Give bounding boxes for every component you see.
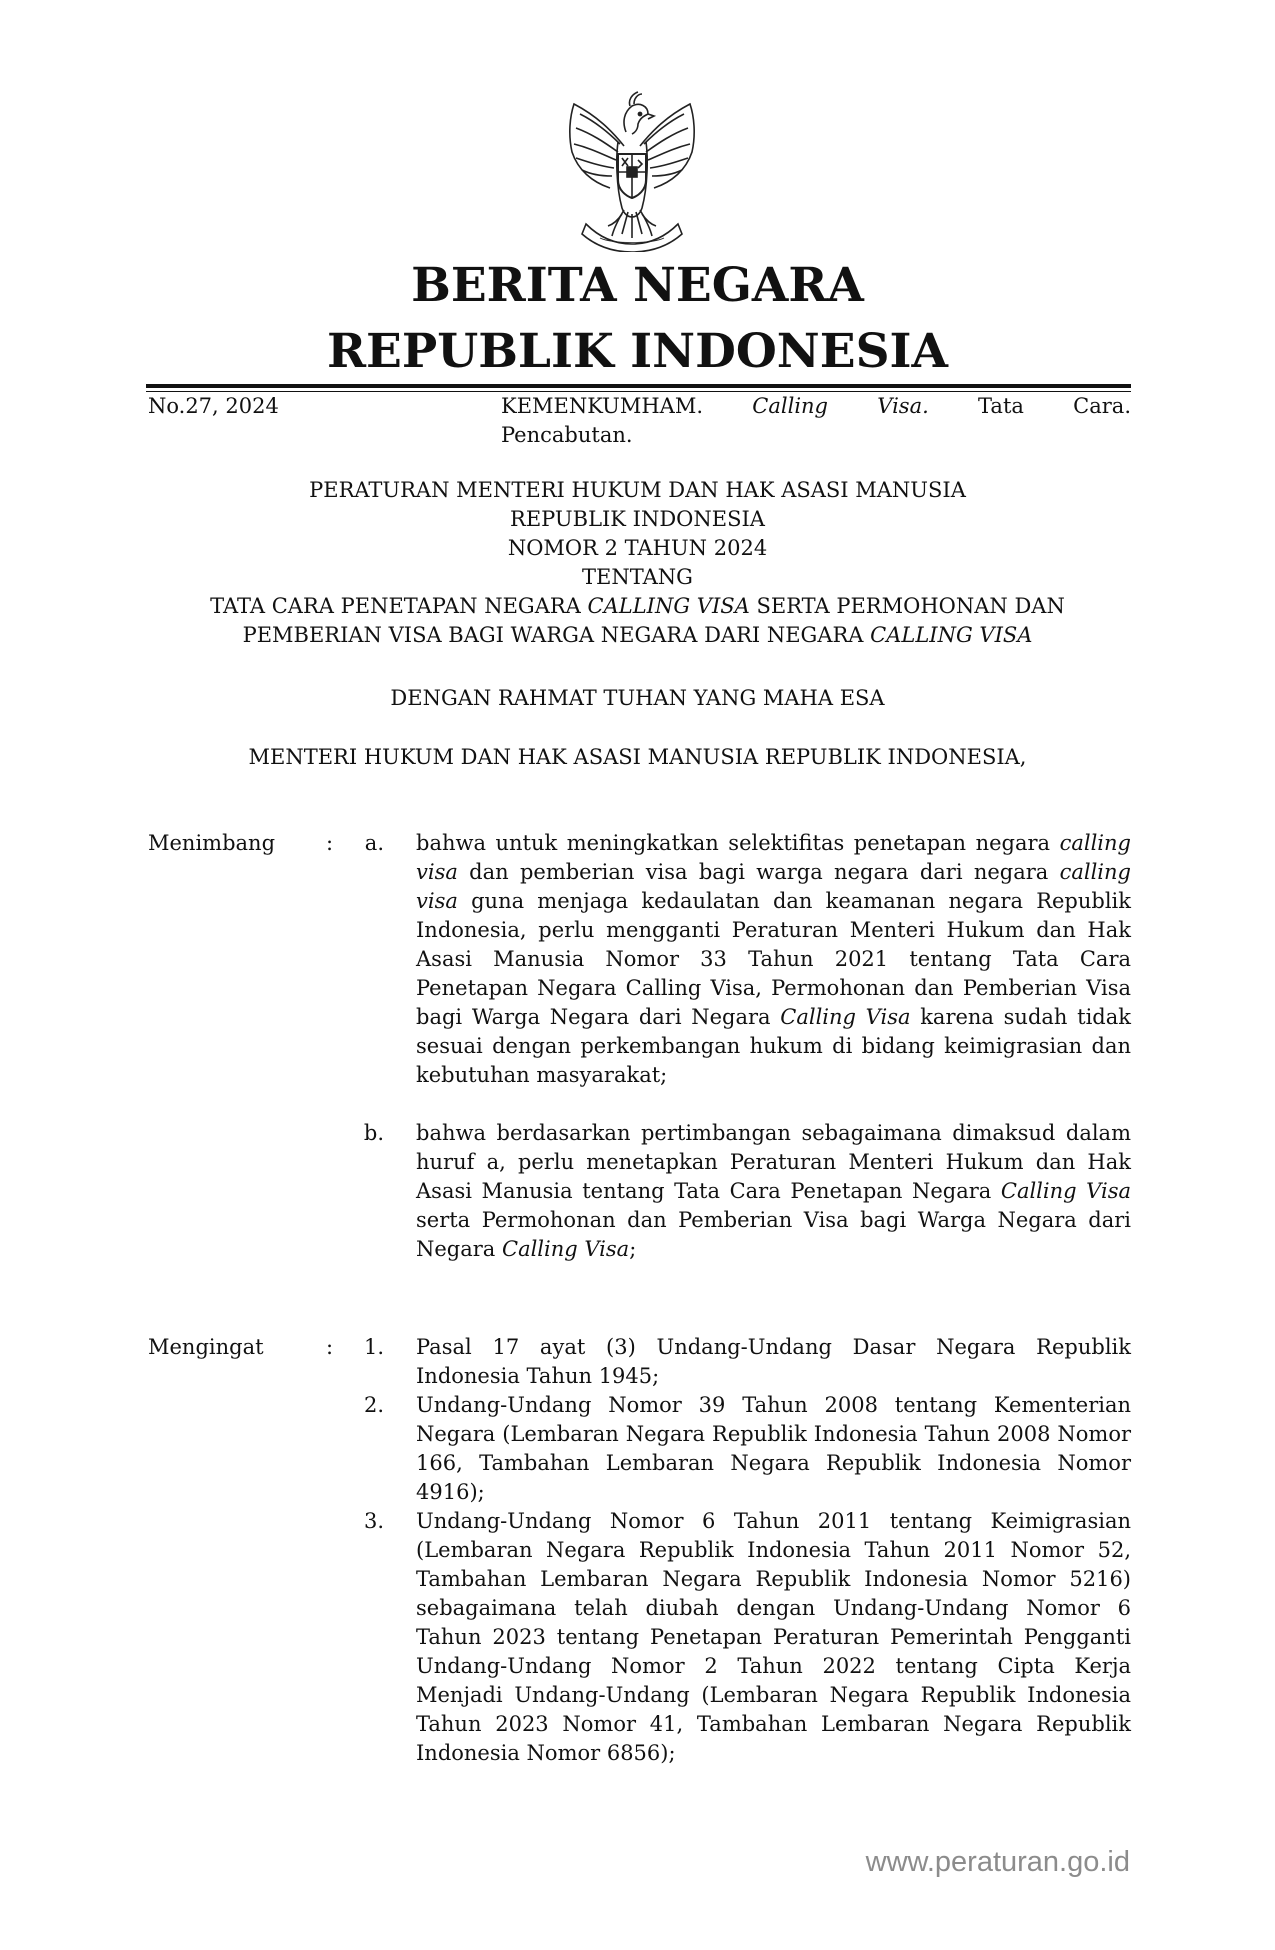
paragraph-text: ; — [629, 1237, 637, 1261]
masthead-title: BERITA NEGARA — [411, 258, 864, 313]
minister-line: MENTERI HUKUM DAN HAK ASASI MANUSIA REPUBLIK INDONESIA, — [248, 745, 1027, 769]
italic-term: calling visa — [416, 860, 1131, 913]
topic-tata: Tata — [978, 394, 1024, 418]
paragraph-text: dan pemberian visa bagi warga negara dari negara — [457, 860, 1060, 884]
website-watermark[interactable]: www.peraturan.go.id — [865, 1846, 1130, 1878]
menimbang-label: Menimbang — [148, 831, 276, 855]
paragraph-text: karena sudah tidak sesuai dengan perkembangan hukum di bidang keimigrasian dan kebutuhan masyarakat; — [416, 1005, 1131, 1087]
topic-line-2: Pencabutan. — [501, 423, 633, 447]
mengingat-label: Mengingat — [148, 1335, 264, 1359]
title-text: PEMBERIAN VISA BAGI WARGA NEGARA DARI NEGARA — [242, 623, 871, 647]
title-line — [145, 621, 1130, 650]
menimbang-item-b — [416, 1119, 1131, 1264]
masthead-divider — [146, 384, 1131, 388]
issue-number: No.27, 2024 — [148, 394, 279, 418]
menimbang-colon: : — [326, 831, 334, 855]
regulation-title — [145, 476, 1130, 650]
italic-term: calling visa — [416, 831, 1131, 884]
garuda-pancasila-emblem-icon — [552, 86, 712, 252]
paragraph-text: bahwa untuk meningkatkan selektifitas penetapan negara — [416, 831, 1060, 855]
title-text: TATA CARA PENETAPAN NEGARA — [210, 594, 588, 618]
masthead-subtitle: REPUBLIK INDONESIA — [326, 324, 948, 379]
mengingat-colon: : — [326, 1335, 334, 1359]
paragraph-text: serta Permohonan dan Pemberian Visa bagi Warga Negara dari Negara — [416, 1208, 1131, 1261]
topic-visa: Visa. — [877, 394, 929, 418]
mengingat-marker-3: 3. — [363, 1509, 384, 1533]
mengingat-item-3 — [416, 1507, 1131, 1768]
menimbang-item-a — [416, 829, 1131, 1090]
topic-calling: Calling — [752, 394, 829, 418]
title-line: PERATURAN MENTERI HUKUM DAN HAK ASASI MANUSIA — [309, 478, 966, 502]
italic-term: Calling Visa — [502, 1237, 630, 1261]
paragraph-text: Undang-Undang Nomor 39 Tahun 2008 tentang Kementerian Negara (Lembaran Negara Republik Indonesia Tahun 2008 Nomor 166, Tambahan Lembaran Negara Republik Indonesia Nomor 4916); — [416, 1393, 1131, 1504]
paragraph-text: Undang-Undang Nomor 6 Tahun 2011 tentang Keimigrasian (Lembaran Negara Republik Indonesia Tahun 2011 Nomor 52, Tambahan Lembaran Negara Republik Indonesia Nomor 5216) sebagaimana telah diubah dengan Undang-Undang Nomor 6 Tahun 2023 tentang Penetapan Peraturan Pemerintah Pengganti Undang-Undang Nomor 2 Tahun 2022 tentang Cipta Kerja Menjadi Undang-Undang (Lembaran Negara Republik Indonesia Tahun 2023 Nomor 41, Tambahan Lembaran Negara Republik Indonesia Nomor 6856); — [416, 1509, 1131, 1765]
paragraph-text: bahwa berdasarkan pertimbangan sebagaimana dimaksud dalam huruf a, perlu menetapkan Peraturan Menteri Hukum dan Hak Asasi Manusia tentang Tata Cara Penetapan Negara — [416, 1121, 1131, 1203]
mengingat-item-2 — [416, 1391, 1131, 1507]
topic-ministry: KEMENKUMHAM. — [501, 394, 704, 418]
paragraph-text: Pasal 17 ayat (3) Undang-Undang Dasar Negara Republik Indonesia Tahun 1945; — [416, 1335, 1131, 1388]
menimbang-marker-a: a. — [364, 831, 384, 855]
title-line: NOMOR 2 TAHUN 2024 — [507, 536, 768, 560]
menimbang-marker-b: b. — [363, 1121, 384, 1145]
title-italic: CALLING VISA — [587, 594, 750, 618]
topic-line — [501, 392, 1131, 421]
title-italic: CALLING VISA — [870, 623, 1033, 647]
paragraph-text: guna menjaga kedaulatan dan keamanan negara Republik Indonesia, perlu mengganti Peraturan Menteri Hukum dan Hak Asasi Manusia Nomor 33 Tahun 2021 tentang Tata Cara Penetapan Negara Calling Visa, Permohonan dan Pemberian Visa bagi Warga Negara dari Negara — [416, 889, 1131, 1029]
blessing-line: DENGAN RAHMAT TUHAN YANG MAHA ESA — [390, 686, 885, 710]
mengingat-marker-2: 2. — [363, 1393, 384, 1417]
title-text: SERTA PERMOHONAN DAN — [749, 594, 1065, 618]
title-line: TENTANG — [582, 565, 693, 589]
italic-term: Calling Visa — [1000, 1179, 1131, 1203]
mengingat-item-1 — [416, 1333, 1131, 1391]
title-line — [145, 592, 1130, 621]
mengingat-marker-1: 1. — [363, 1335, 384, 1359]
title-line: REPUBLIK INDONESIA — [510, 507, 765, 531]
italic-term: Calling Visa — [780, 1005, 911, 1029]
topic-cara: Cara. — [1073, 394, 1131, 418]
